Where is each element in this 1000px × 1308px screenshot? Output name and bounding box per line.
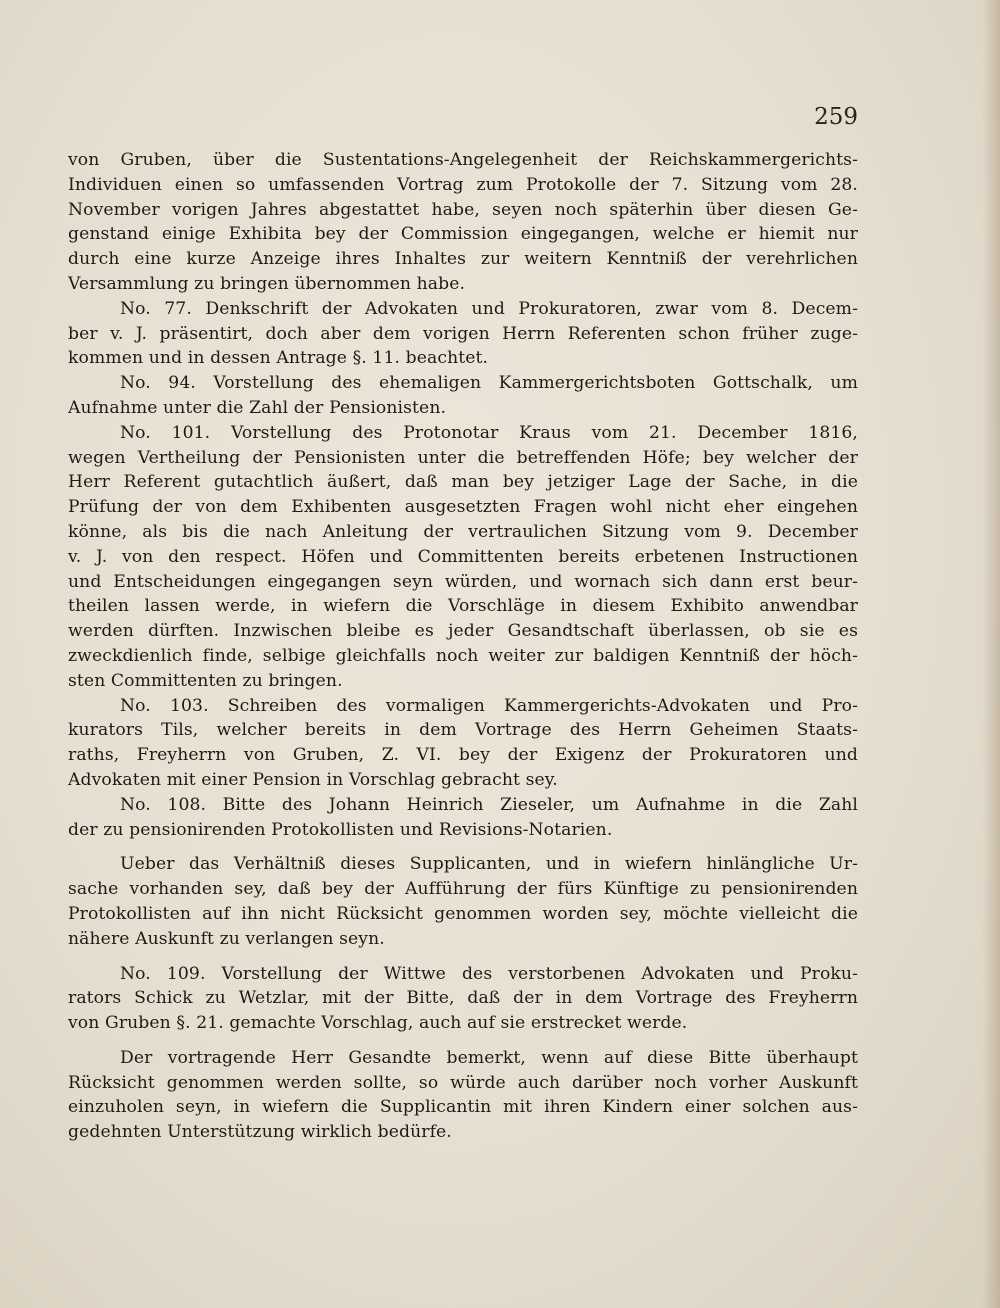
text-line: Protokollisten auf ihn nicht Rücksicht genommen worden sey, möchte vielleicht die: [68, 903, 858, 924]
text-line: zweckdienlich finde, selbige gleichfalls noch weiter zur baldigen Kenntniß der höch-: [68, 645, 858, 666]
text-line: sten Committenten zu bringen.: [68, 670, 343, 691]
text-line: durch eine kurze Anzeige ihres Inhaltes zur weitern Kenntniß der verehrlichen: [68, 249, 858, 270]
text-line: kommen und in dessen Antrage §. 11. beachtet.: [68, 348, 489, 369]
text-line: v. J. von den respect. Höfen und Committenten bereits erbetenen Instructionen: [68, 546, 858, 567]
text-line: ber v. J. präsentirt, doch aber dem vorigen Herrn Referenten schon früher zuge-: [68, 323, 858, 344]
text-line: wegen Vertheilung der Pensionisten unter die betreffenden Höfe; bey welcher der: [68, 447, 858, 468]
text-line: theilen lassen werde, in wiefern die Vorschläge in diesem Exhibito anwendbar: [68, 596, 858, 617]
text-line: No. 103. Schreiben des vormaligen Kammergerichts-Advokaten und Pro-: [120, 695, 858, 716]
text-line: rators Schick zu Wetzlar, mit der Bitte, daß der in dem Vortrage des Freyherrn: [68, 988, 858, 1009]
text-line: Rücksicht genommen werden sollte, so würde auch darüber noch vorher Auskunft: [68, 1072, 858, 1093]
text-line: kurators Tils, welcher bereits in dem Vortrage des Herrn Geheimen Staats-: [68, 720, 858, 741]
body-text: [68, 148, 858, 1145]
text-line: Versammlung zu bringen übernommen habe.: [68, 273, 466, 294]
text-line: einzuholen seyn, in wiefern die Supplicantin mit ihren Kindern einer solchen aus-: [68, 1097, 858, 1118]
text-line: genstand einige Exhibita bey der Commission eingegangen, welche er hiemit nur: [68, 224, 858, 245]
text-line: werden dürften. Inzwischen bleibe es jeder Gesandtschaft überlassen, ob sie es: [68, 621, 858, 642]
text-line: raths, Freyherrn von Gruben, Z. VI. bey der Exigenz der Prokuratoren und: [68, 745, 858, 766]
text-line: von Gruben, über die Sustentations-Angelegenheit der Reichskammergerichts-: [68, 150, 858, 170]
text-line: gedehnten Unterstützung wirklich bedürfe.: [68, 1122, 452, 1143]
text-line: No. 101. Vorstellung des Protonotar Kraus vom 21. December 1816,: [120, 422, 858, 443]
text-line: Aufnahme unter die Zahl der Pensionisten.: [68, 397, 447, 418]
text-line: No. 94. Vorstellung des ehemaligen Kammergerichtsboten Gottschalk, um: [120, 373, 858, 394]
text-line: der zu pensionirenden Protokollisten und Revisions-Notarien.: [68, 819, 613, 840]
text-line: sache vorhanden sey, daß bey der Aufführung der fürs Künftige zu pensionirenden: [68, 879, 858, 900]
text-line: Ueber das Verhältniß dieses Supplicanten, und in wiefern hinlängliche Ur-: [120, 854, 858, 875]
text-line: nähere Auskunft zu verlangen seyn.: [68, 928, 385, 949]
text-line: No. 108. Bitte des Johann Heinrich Zieseler, um Aufnahme in die Zahl: [120, 794, 858, 815]
page-number: 259: [814, 104, 858, 130]
text-line: Advokaten mit einer Pension in Vorschlag gebracht sey.: [68, 769, 558, 790]
text-line: No. 109. Vorstellung der Wittwe des verstorbenen Advokaten und Proku-: [120, 963, 858, 984]
text-line: Individuen einen so umfassenden Vortrag zum Protokolle der 7. Sitzung vom 28.: [68, 174, 858, 195]
text-line: Herr Referent gutachtlich äußert, daß man bey jetziger Lage der Sache, in die: [68, 472, 858, 493]
text-line: Der vortragende Herr Gesandte bemerkt, wenn auf diese Bitte überhaupt: [120, 1047, 858, 1068]
text-line: von Gruben §. 21. gemachte Vorschlag, auch auf sie erstrecket werde.: [68, 1013, 688, 1034]
text-line: November vorigen Jahres abgestattet habe, seyen noch späterhin über diesen Ge-: [68, 199, 858, 220]
text-line: und Entscheidungen eingegangen seyn würden, und wornach sich dann erst beur-: [68, 571, 858, 592]
text-line: No. 77. Denkschrift der Advokaten und Prokuratoren, zwar vom 8. Decem-: [120, 298, 858, 319]
page-edge-shadow: [982, 0, 1000, 1308]
text-line: Prüfung der von dem Exhibenten ausgesetzten Fragen wohl nicht eher eingehen: [68, 497, 858, 518]
text-line: könne, als bis die nach Anleitung der vertraulichen Sitzung vom 9. December: [68, 521, 858, 542]
